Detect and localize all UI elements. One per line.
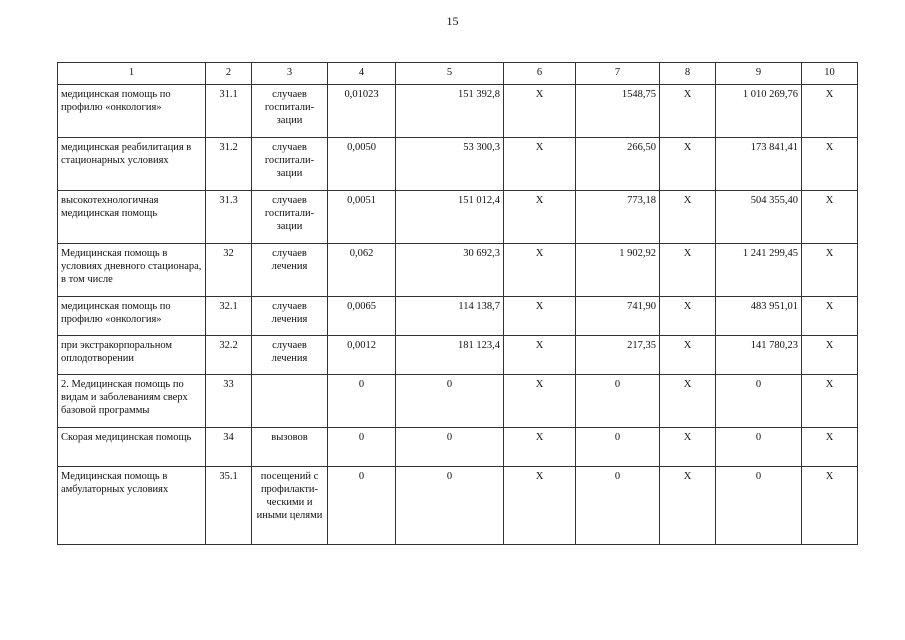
column-header: 9 [716, 63, 802, 85]
row-unit: случаев госпитали-зации [252, 138, 328, 191]
column-header: 8 [660, 63, 716, 85]
cell-col6: X [504, 138, 576, 191]
cell-col5: 151 392,8 [396, 85, 504, 138]
cell-col9: 0 [716, 467, 802, 545]
row-number: 31.1 [206, 85, 252, 138]
cell-col8: X [660, 467, 716, 545]
cell-col10: X [802, 244, 858, 297]
cell-col10: X [802, 467, 858, 545]
cell-col6: X [504, 428, 576, 467]
cell-col9: 141 780,23 [716, 336, 802, 375]
cell-col6: X [504, 244, 576, 297]
cell-col5: 151 012,4 [396, 191, 504, 244]
cell-col10: X [802, 138, 858, 191]
cell-col7: 0 [576, 467, 660, 545]
row-number: 35.1 [206, 467, 252, 545]
cell-col4: 0,062 [328, 244, 396, 297]
row-number: 32 [206, 244, 252, 297]
cell-col10: X [802, 336, 858, 375]
column-header: 7 [576, 63, 660, 85]
row-name: медицинская реабилитация в стационарных условиях [58, 138, 206, 191]
cell-col8: X [660, 191, 716, 244]
row-name: Медицинская помощь в амбулаторных условиях [58, 467, 206, 545]
table-row [58, 138, 858, 191]
row-name: медицинская помощь по профилю «онкология» [58, 85, 206, 138]
cell-col4: 0 [328, 467, 396, 545]
cell-col7: 266,50 [576, 138, 660, 191]
row-name: 2. Медицинская помощь по видам и заболеваниям сверх базовой программы [58, 375, 206, 428]
cell-col7: 741,90 [576, 297, 660, 336]
cell-col5: 181 123,4 [396, 336, 504, 375]
cell-col8: X [660, 428, 716, 467]
table-row [58, 244, 858, 297]
cell-col7: 217,35 [576, 336, 660, 375]
row-unit: вызовов [252, 428, 328, 467]
cell-col6: X [504, 375, 576, 428]
cell-col10: X [802, 375, 858, 428]
cell-col5: 114 138,7 [396, 297, 504, 336]
row-unit: случаев лечения [252, 244, 328, 297]
column-header: 6 [504, 63, 576, 85]
cell-col5: 0 [396, 428, 504, 467]
column-header: 10 [802, 63, 858, 85]
table-row [58, 375, 858, 428]
cell-col4: 0 [328, 428, 396, 467]
row-name: высокотехнологичная медицинская помощь [58, 191, 206, 244]
row-name: при экстракорпоральном оплодотворении [58, 336, 206, 375]
row-number: 32.1 [206, 297, 252, 336]
row-name: Скорая медицинская помощь [58, 428, 206, 467]
cell-col5: 53 300,3 [396, 138, 504, 191]
row-number: 31.2 [206, 138, 252, 191]
cell-col5: 30 692,3 [396, 244, 504, 297]
cell-col8: X [660, 138, 716, 191]
cell-col10: X [802, 191, 858, 244]
cell-col4: 0,0051 [328, 191, 396, 244]
row-name: медицинская помощь по профилю «онкология» [58, 297, 206, 336]
cell-col7: 1 902,92 [576, 244, 660, 297]
column-header: 4 [328, 63, 396, 85]
column-header-row [58, 63, 858, 85]
cell-col4: 0,0012 [328, 336, 396, 375]
cell-col6: X [504, 336, 576, 375]
cell-col8: X [660, 297, 716, 336]
cell-col4: 0,0065 [328, 297, 396, 336]
column-header: 3 [252, 63, 328, 85]
row-number: 33 [206, 375, 252, 428]
row-unit: случаев госпитали-зации [252, 85, 328, 138]
cell-col8: X [660, 244, 716, 297]
cell-col4: 0 [328, 375, 396, 428]
table-row [58, 191, 858, 244]
table-row [58, 428, 858, 467]
cell-col7: 1548,75 [576, 85, 660, 138]
table-row [58, 467, 858, 545]
cell-col6: X [504, 85, 576, 138]
cell-col4: 0,01023 [328, 85, 396, 138]
cell-col6: X [504, 191, 576, 244]
cell-col9: 0 [716, 428, 802, 467]
row-name: Медицинская помощь в условиях дневного стационара, в том числе [58, 244, 206, 297]
row-unit: посещений с профилакти-ческими и иными целями [252, 467, 328, 545]
cell-col4: 0,0050 [328, 138, 396, 191]
row-number: 32.2 [206, 336, 252, 375]
table-row [58, 336, 858, 375]
table-row [58, 297, 858, 336]
cell-col5: 0 [396, 375, 504, 428]
cell-col9: 483 951,01 [716, 297, 802, 336]
cell-col8: X [660, 336, 716, 375]
column-header: 5 [396, 63, 504, 85]
cell-col8: X [660, 85, 716, 138]
cell-col9: 1 010 269,76 [716, 85, 802, 138]
cell-col6: X [504, 467, 576, 545]
cell-col10: X [802, 297, 858, 336]
column-header: 2 [206, 63, 252, 85]
data-table [57, 62, 858, 545]
row-number: 31.3 [206, 191, 252, 244]
cell-col6: X [504, 297, 576, 336]
table-row [58, 85, 858, 138]
row-unit: случаев госпитали-зации [252, 191, 328, 244]
cell-col9: 504 355,40 [716, 191, 802, 244]
cell-col7: 0 [576, 428, 660, 467]
row-unit: случаев лечения [252, 336, 328, 375]
cell-col7: 0 [576, 375, 660, 428]
row-unit [252, 375, 328, 428]
row-unit: случаев лечения [252, 297, 328, 336]
cell-col10: X [802, 428, 858, 467]
row-number: 34 [206, 428, 252, 467]
cell-col8: X [660, 375, 716, 428]
page-number: 15 [446, 14, 459, 28]
cell-col9: 173 841,41 [716, 138, 802, 191]
cell-col10: X [802, 85, 858, 138]
cell-col9: 0 [716, 375, 802, 428]
cell-col5: 0 [396, 467, 504, 545]
cell-col7: 773,18 [576, 191, 660, 244]
column-header: 1 [58, 63, 206, 85]
cell-col9: 1 241 299,45 [716, 244, 802, 297]
